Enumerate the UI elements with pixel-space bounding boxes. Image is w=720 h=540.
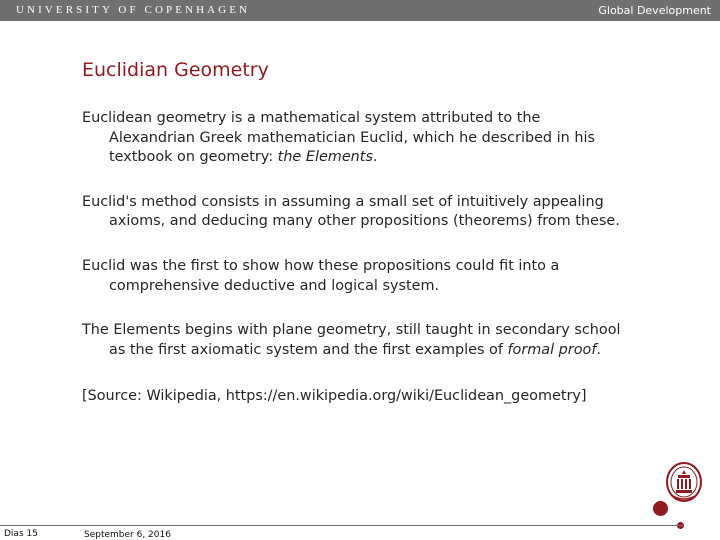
body-paragraph bbox=[82, 193, 622, 232]
body-paragraph bbox=[82, 321, 622, 360]
text-run: Euclidean geometry is a mathematical system attributed to the Alexandrian Greek mathematician Euclid, which he described in his textbook on geometry: bbox=[82, 110, 595, 166]
slide-body bbox=[82, 109, 622, 433]
text-run: . bbox=[596, 341, 601, 358]
italic-text-run: the Elements bbox=[277, 149, 373, 166]
body-paragraph bbox=[82, 257, 622, 296]
text-run: Euclid was the first to show how these propositions could fit into a comprehensive deductive and logical system. bbox=[82, 257, 560, 294]
slide-number: Dias 15 bbox=[4, 529, 38, 539]
italic-text-run: formal proof bbox=[507, 341, 597, 358]
decorative-dot-large bbox=[653, 501, 668, 516]
university-seal-icon bbox=[665, 462, 703, 506]
text-run: The Elements begins with plane geometry, still taught in secondary school as the first axiomatic system and the first examples of bbox=[82, 322, 621, 358]
text-run: Euclid's method consists in assuming a small set of intuitively appealing axioms, and deducing many other propositions (theorems) from these. bbox=[82, 193, 620, 230]
university-name: UNIVERSITY OF COPENHAGEN bbox=[16, 4, 251, 16]
slide-date: September 6, 2016 bbox=[84, 530, 171, 540]
header-bar bbox=[0, 0, 720, 21]
footer-divider bbox=[0, 525, 683, 526]
text-run: . bbox=[372, 149, 378, 166]
text-run: [Source: Wikipedia, https://en.wikipedia.org/wiki/Euclidean_geometry] bbox=[82, 388, 587, 405]
department-name: Global Development bbox=[598, 4, 711, 17]
source-citation bbox=[82, 387, 622, 407]
body-paragraph bbox=[82, 109, 622, 168]
slide-title: Euclidian Geometry bbox=[82, 59, 269, 81]
